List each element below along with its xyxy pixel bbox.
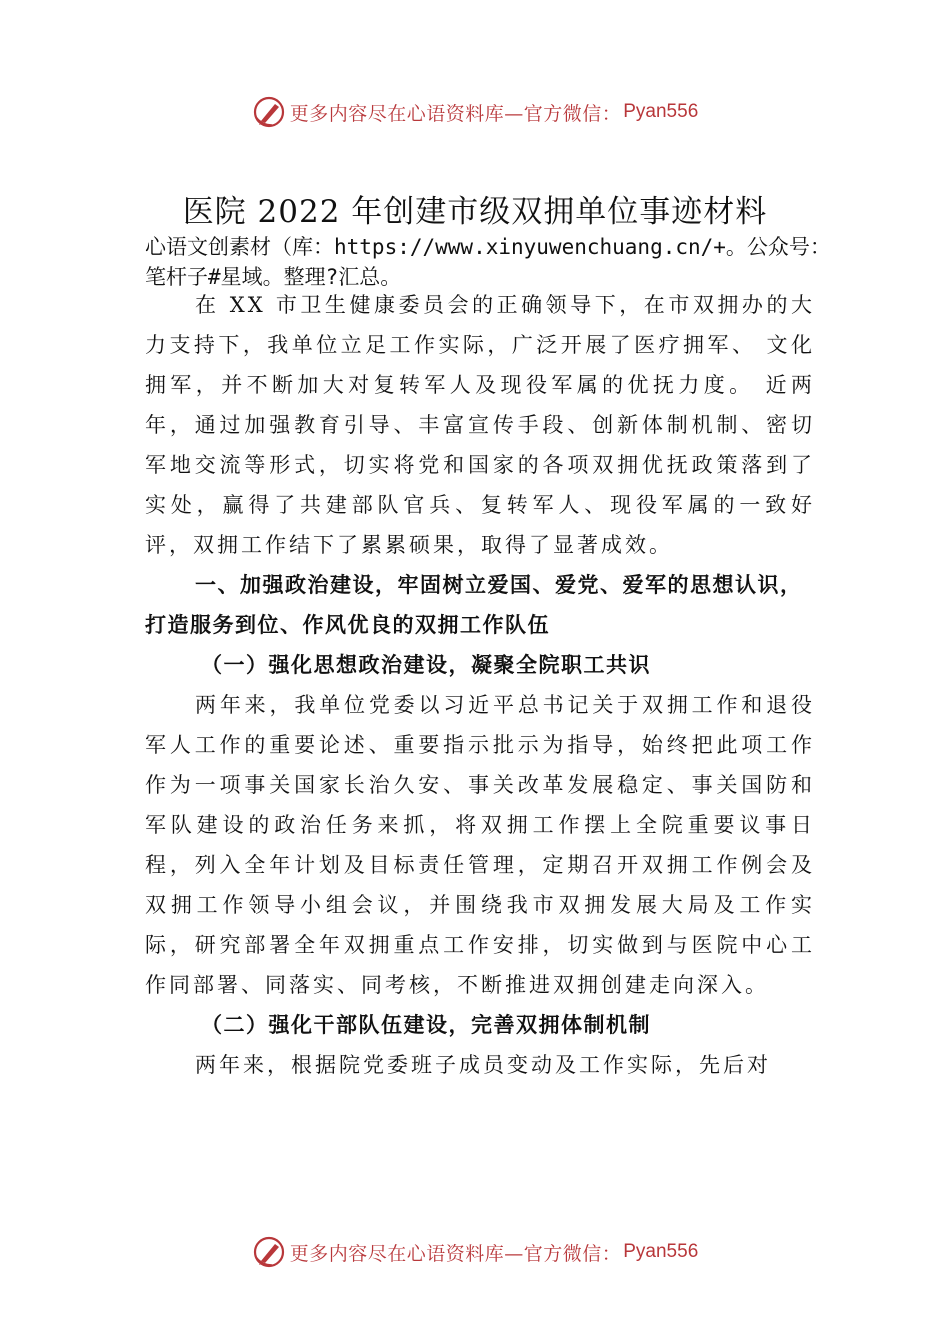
pen-logo-icon — [252, 95, 286, 129]
source-line: 心语文创素材（库：https://www.xinyuwenchuang.cn/+。公众号：笔杆子#星域。整理?汇总。 — [145, 235, 831, 289]
intro-paragraph: 在 XX 市卫生健康委员会的正确领导下，在市双拥办的大力支持下，我单位立足工作实际，广泛开展了医疗拥军、 文化拥军，并不断加大对复转军人及现役军属的优抚力度。 近两年，通过加强教育引导、丰富宣传手段、创新体制机制、密切军地交流等形式，切实将党和国家的各项双拥优抚政策落到了实处，赢得了共建部队官兵、复转军人、现役军属的一致好评，双拥工作结下了累累硕果，取得了显著成效。 — [145, 293, 815, 557]
pen-logo-icon — [252, 1235, 286, 1269]
watermark-banner-bottom — [0, 1232, 950, 1272]
watermark-text: 更多内容尽在心语资料库—官方微信： — [289, 1242, 622, 1265]
watermark-wechat-id: Pyan556 — [623, 101, 699, 122]
watermark-text: 更多内容尽在心语资料库—官方微信： — [289, 102, 622, 125]
subsection-2-heading: （二）强化干部队伍建设，完善双拥体制机制 — [201, 1013, 651, 1037]
watermark-banner-top — [0, 92, 950, 132]
document-body — [145, 285, 815, 1085]
section-1-heading: 一、加强政治建设，牢固树立爱国、爱党、爱军的思想认识，打造服务到位、作风优良的双拥工作队伍 — [145, 573, 803, 637]
watermark-wechat-id: Pyan556 — [623, 1241, 699, 1262]
subsection-2-paragraph: 两年来，根据院党委班子成员变动及工作实际，先后对 — [195, 1053, 771, 1077]
document-title: 医院 2022 年创建市级双拥单位事迹材料 — [182, 194, 768, 230]
subsection-1-paragraph: 两年来，我单位党委以习近平总书记关于双拥工作和退役军人工作的重要论述、重要指示批示为指导，始终把此项工作作为一项事关国家长治久安、事关改革发展稳定、事关国防和军队建设的政治任务来抓，将双拥工作摆上全院重要议事日程，列入全年计划及目标责任管理，定期召开双拥工作例会及双拥工作领导小组会议，并围绕我市双拥发展大局及工作实际，研究部署全年双拥重点工作安排，切实做到与医院中心工作同部署、同落实、同考核，不断推进双拥创建走向深入。 — [145, 693, 815, 997]
subsection-1-heading: （一）强化思想政治建设，凝聚全院职工共识 — [201, 653, 651, 677]
